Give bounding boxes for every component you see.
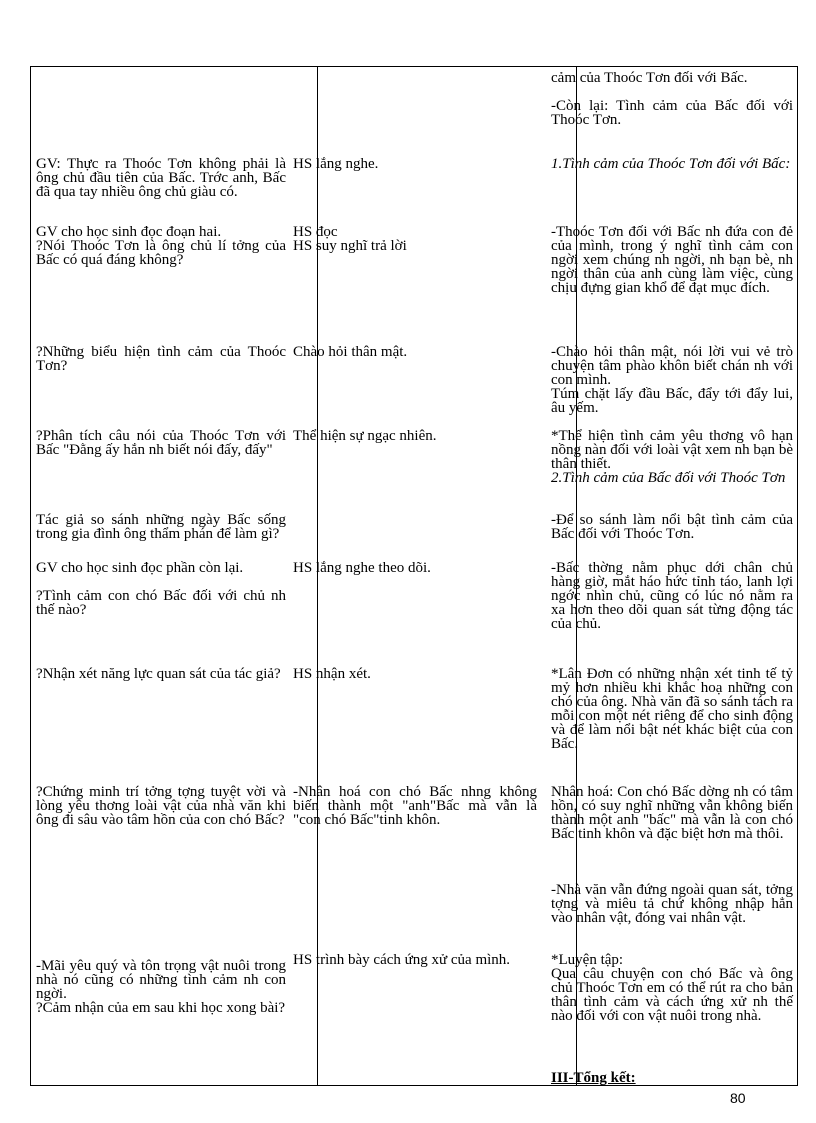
student-activity: HS nhận xét.	[293, 666, 371, 682]
student-activity: Chào hỏi thân mật.	[293, 344, 408, 360]
teacher-question: ?Cảm nhận của em sau khi học xong bài?	[36, 1000, 286, 1016]
content-text: -Bấc thờng nằm phục dới chân chủ hàng giờ, mắt háo hức tỉnh táo, lanh lợi ngớc nhìn chủ, cũng có lúc nó nằm ra xa hơn theo dõi quan sát từng động tác của chủ.	[551, 560, 793, 632]
content-text: -Chào hỏi thân mật, nói lời vui vẻ trò chuyện tâm phào khôn biết chán nh với con mình.	[551, 344, 793, 388]
teacher-question: Tác giả so sánh những ngày Bấc sống trong gia đình ông thẩm phán để làm gì?	[36, 512, 286, 542]
content-text: -Thoóc Tơn đối với Bấc nh đứa con đẻ của mình, trong ý nghĩ tình cảm con ngời xem chúng nh ngời, nh bạn bè, nh ngời thân của anh cùng làm việc, cùng chịu đựng gian khổ để đạt mục đích.	[551, 224, 793, 296]
student-activity: Thể hiện sự ngạc nhiên.	[293, 428, 437, 444]
page-number: 80	[730, 1090, 746, 1106]
teacher-question: ?Tình cảm con chó Bấc đối với chủ nh thế nào?	[36, 588, 286, 618]
content-text: Túm chặt lấy đầu Bấc, đẩy tới đẩy lui, âu yếm.	[551, 386, 793, 416]
content-text: cảm của Thoóc Tơn đối với Bấc.	[551, 70, 748, 86]
section-heading: 2.Tình cảm của Bấc đối với Thoóc Tơn	[551, 470, 786, 486]
student-activity: HS lắng nghe.	[293, 156, 379, 172]
teacher-question: ?Chứng minh trí tởng tợng tuyệt vời và lòng yêu thơng loài vật của nhà văn khi ông đi sâu vào tâm hồn của con chó Bấc?	[36, 784, 286, 828]
teacher-question: ?Nói Thoóc Tơn là ông chủ lí tởng của Bấc có quá đáng không?	[36, 238, 286, 268]
student-activity: -Nhân hoá con chó Bấc nhng không biến thành một "anh"Bấc mà vẫn là "con chó Bấc"tinh khôn.	[293, 784, 537, 828]
content-text: -Nhà văn vẫn đứng ngoài quan sát, tởng tợng và miêu tả chứ không nhập hẳn vào nhân vật, đóng vai nhân vật.	[551, 882, 793, 926]
teacher-question: GV cho học sinh đọc phần còn lại.	[36, 560, 244, 576]
student-activity: HS đọc	[293, 224, 338, 240]
lesson-table	[30, 66, 798, 1086]
content-text: *Thể hiện tình cảm yêu thơng vô hạn nồng nàn đối với loài vật xem nh bạn bè thân thiết.	[551, 428, 793, 472]
student-activity: HS lắng nghe theo dõi.	[293, 560, 431, 576]
student-activity: HS suy nghĩ trả lời	[293, 238, 407, 254]
teacher-question: GV: Thực ra Thoóc Tơn không phải là ông chủ đầu tiên của Bấc. Trớc anh, Bấc đã qua tay nhiều ông chủ giàu có.	[36, 156, 286, 200]
column-divider	[317, 67, 318, 1085]
section-heading: III-Tổng kết:	[551, 1070, 636, 1086]
content-text: -Còn lại: Tình cảm của Bấc đối với Thoóc Tơn.	[551, 98, 793, 128]
teacher-question: ?Nhận xét năng lực quan sát của tác giả?	[36, 666, 281, 682]
teacher-question: GV cho học sinh đọc đoạn hai.	[36, 224, 222, 240]
section-heading: 1.Tình cảm của Thoóc Tơn đối với Bấc:	[551, 156, 791, 172]
content-text: *Luyện tập:	[551, 952, 624, 968]
teacher-question: -Mãi yêu quý và tôn trọng vật nuôi trong nhà nó cũng có những tình cảm nh con ngời.	[36, 958, 286, 1002]
content-text: Qua câu chuyện con chó Bấc và ông chủ Thoóc Tơn em có thể rút ra cho bản thân tình cảm và cách ứng xử nh thế nào đối với con vật nuôi trong nhà.	[551, 966, 793, 1024]
content-text: Nhân hoá: Con chó Bấc dờng nh có tâm hồn, có suy nghĩ những vẫn không biến thành một anh "bấc" mà vẫn là con chó Bấc tinh khôn và đặc biệt hơn mà thôi.	[551, 784, 793, 842]
teacher-question: ?Những biểu hiện tình cảm của Thoóc Tơn?	[36, 344, 286, 374]
student-activity: HS trình bày cách ứng xử của mình.	[293, 952, 511, 968]
content-text: *Lân Đơn có những nhận xét tinh tế tỷ mỷ hơn nhiều khi khắc hoạ những con chó của ông. Nhà văn đã so sánh tách ra mỗi con một nét riêng để cho sinh động và để làm nổi bật nét khác biệt của con Bấc.	[551, 666, 793, 752]
content-text: -Để so sánh làm nổi bật tình cảm của Bấc đối với Thoóc Tơn.	[551, 512, 793, 542]
teacher-question: ?Phân tích câu nói của Thoóc Tơn với Bấc "Đằng ấy hắn nh biết nói đấy, đấy"	[36, 428, 286, 458]
